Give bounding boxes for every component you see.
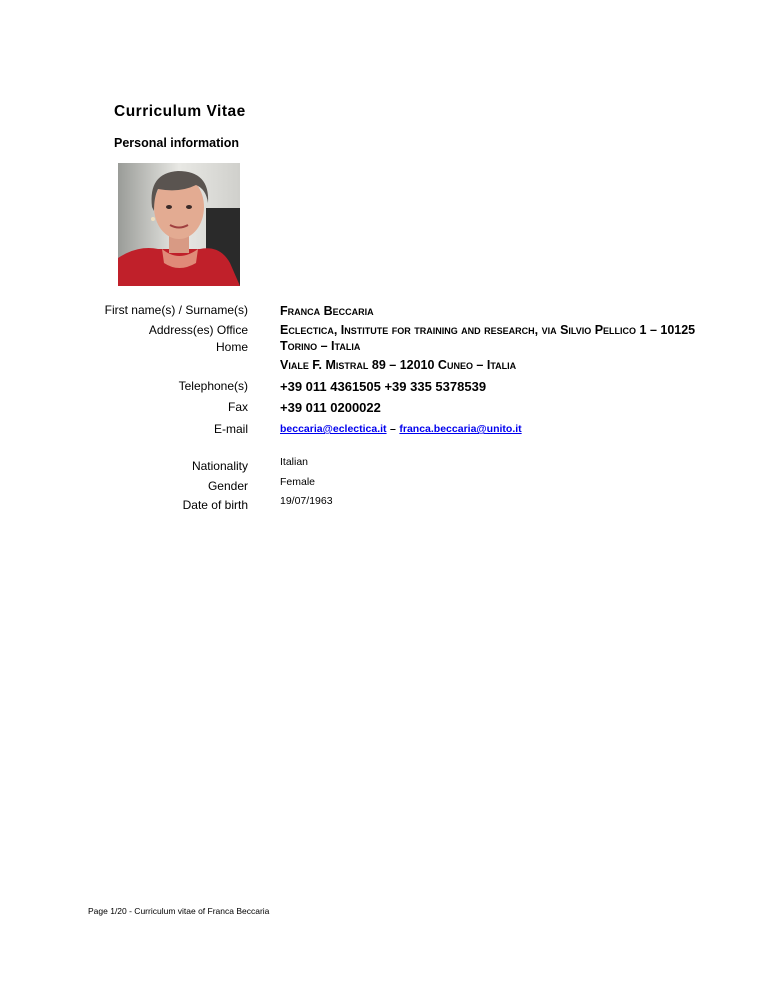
value-fax: +39 011 0200022 [280,400,381,415]
label-fax: Fax [227,400,248,414]
email-separator: – [390,423,396,435]
value-address-office-line2: Torino – Italia [280,339,361,353]
value-gender: Female [280,476,316,488]
label-address-home: Home [215,340,248,354]
email-link-eclectica[interactable]: beccaria@eclectica.it [280,423,387,435]
label-gender: Gender [207,479,248,493]
label-telephone: Telephone(s) [178,379,248,393]
value-address-office-line1: Eclectica, Institute for training and research, via Silvio Pellico 1 – 10125 [280,323,696,337]
label-address-office: Address(es) Office [148,323,248,337]
email-link-unito[interactable]: franca.beccaria@unito.it [399,423,522,435]
label-email: E-mail [213,422,248,436]
value-name: Franca Beccaria [280,304,374,318]
label-nationality: Nationality [191,459,248,473]
profile-photo [118,163,240,286]
label-date-of-birth: Date of birth [182,498,248,512]
label-name: First name(s) / Surname(s) [104,303,248,317]
cv-title: Curriculum Vitae [114,103,246,120]
value-address-home: Viale F. Mistral 89 – 12010 Cuneo – Italia [280,358,517,372]
page-footer: Page 1/20 - Curriculum vitae of Franca Beccaria [88,906,270,916]
value-nationality: Italian [280,456,309,468]
section-title-personal-information: Personal information [114,136,240,150]
value-email [280,421,522,435]
value-date-of-birth: 19/07/1963 [280,495,333,507]
value-telephone: +39 011 4361505 +39 335 5378539 [280,379,487,394]
